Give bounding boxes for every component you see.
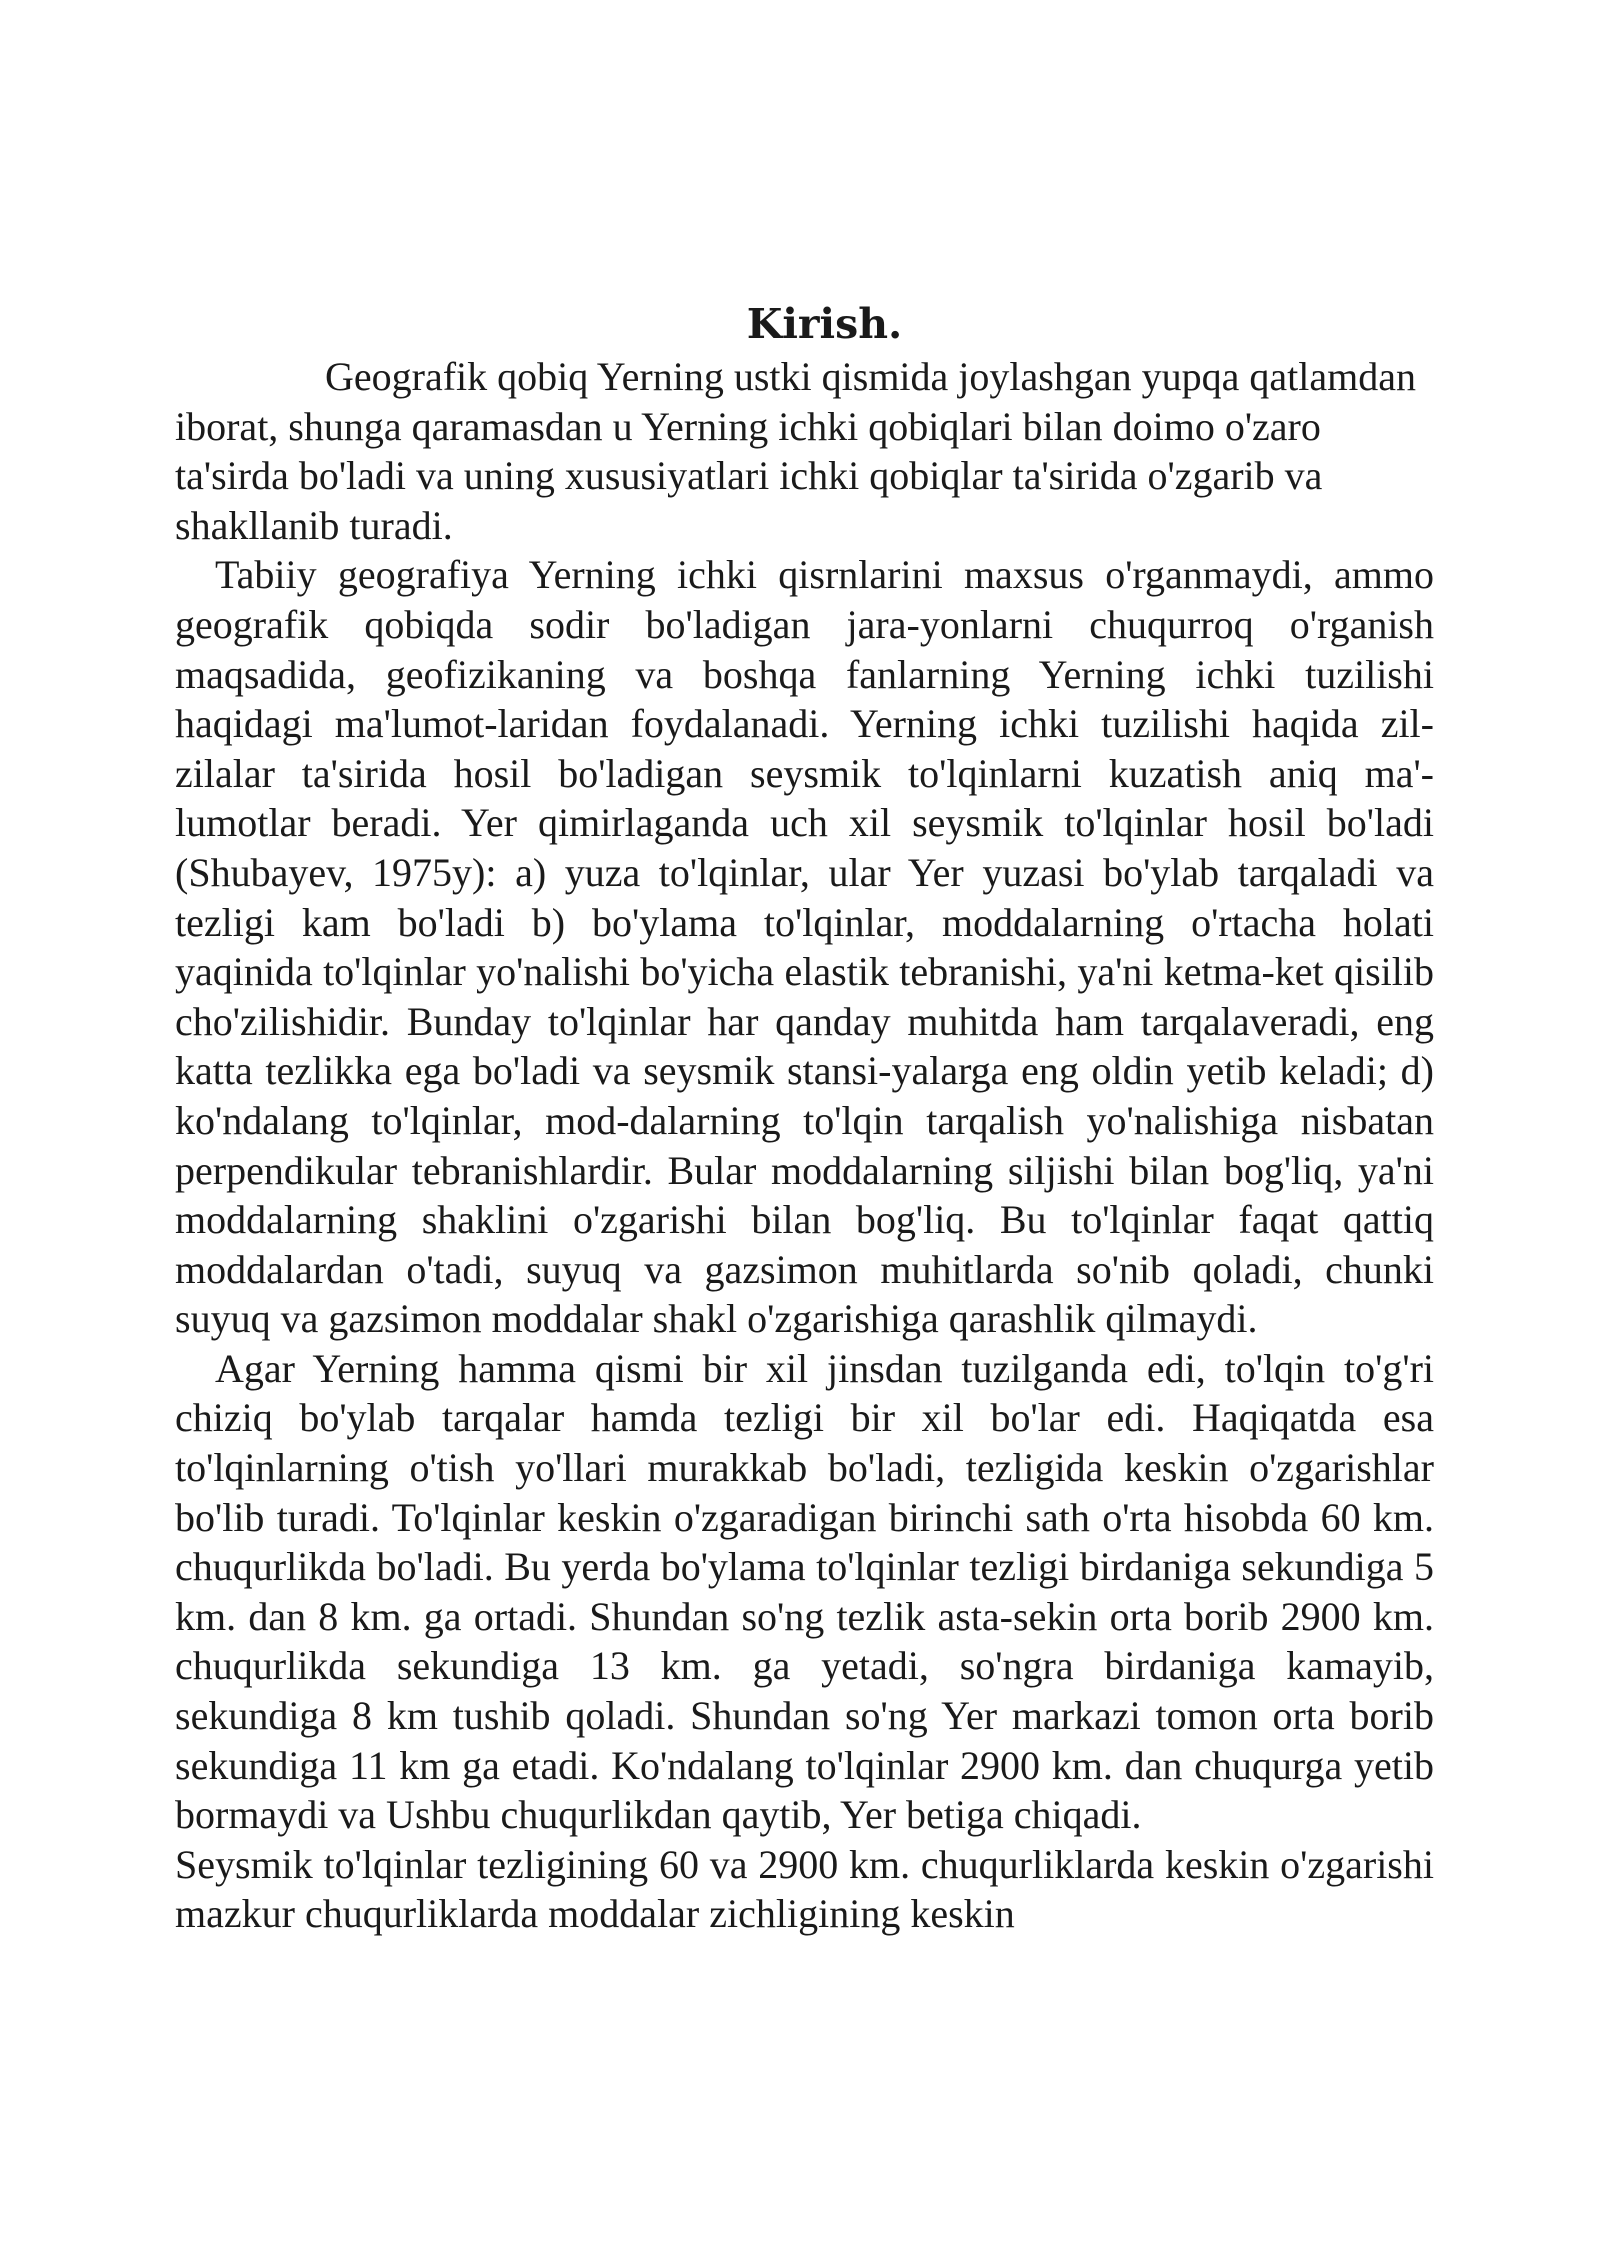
paragraph-4: Seysmik to'lqinlar tezligining 60 va 2900 km. chuqurliklarda keskin o'zgarishi mazkur chuqurliklarda moddalar zichligining keskin — [175, 1841, 1434, 1937]
page-title: Kirish. — [746, 300, 903, 348]
paragraph-2: Tabiiy geografiya Yerning ichki qisrnlarini maxsus o'rganmaydi, ammo geografik qobiqda sodir bo'ladigan jara-yonlarni chuqurroq o'rganish maqsadida, geofizikaning va boshqa fanlarning Yerning ichki tuzilishi haqidagi ma'lumot-laridan foydalanadi. Yerning ichki tuzilishi haqida zil-zilalar ta'sirida hosil bo'ladigan seysmik to'lqinlarni kuzatish aniq ma'-lumotlar beradi. Yer qimirlaganda uch xil seysmik to'lqinlar hosil bo'ladi (Shubayev, 1975y): a) yuza to'lqinlar, ular Yer yuzasi bo'ylab tarqaladi va tezligi kam bo'ladi b) bo'ylama to'lqinlar, moddalarning o'rtacha holati yaqinida to'lqinlar yo'nalishi bo'yicha elastik tebranishi, ya'ni ketma-ket qisilib cho'zilishidir. Bunday to'lqinlar har qanday muhitda ham tarqalaveradi, eng katta tezlikka ega bo'ladi va seysmik stansi-yalarga eng oldin yetib keladi; d) ko'ndalang to'lqinlar, mod-dalarning to'lqin tarqalish yo'nalishiga nisbatan perpendikular tebranishlardir. Bular moddalarning siljishi bilan bog'liq, ya'ni moddalarning shaklini o'zgarishi bilan bog'liq. Bu to'lqinlar faqat qattiq moddalardan o'tadi, suyuq va gazsimon muhitlarda so'nib qoladi, chunki suyuq va gazsimon moddalar shakl o'zgarishiga qarashlik qilmaydi. — [175, 552, 1434, 1342]
paragraph-3: Agar Yerning hamma qismi bir xil jinsdan tuzilganda edi, to'lqin to'g'ri chiziq bo'ylab tarqalar hamda tezligi bir xil bo'lar edi. Haqiqatda esa to'lqinlarning o'tish yo'llari murakkab bo'ladi, tezligida keskin o'zgarishlar bo'lib turadi. To'lqinlar keskin o'zgaradigan birinchi sath o'rta hisobda 60 km. chuqurlikda bo'ladi. Bu yerda bo'ylama to'lqinlar tezligi birdaniga sekundiga 5 km. dan 8 km. ga ortadi. Shundan so'ng tezlik asta-sekin orta borib 2900 km. chuqurlikda sekundiga 13 km. ga yetadi, so'ngra birdaniga kamayib, sekundiga 8 km tushib qoladi. Shundan so'ng Yer markazi tomon orta borib sekundiga 11 km ga etadi. Ko'ndalang to'lqinlar 2900 km. dan chuqurga yetib bormaydi va Ushbu chuqurlikdan qaytib, Yer betiga chiqadi. — [175, 1345, 1434, 1838]
document-body — [175, 296, 1434, 1939]
paragraph-1: Geografik qobiq Yerning ustki qismida joylashgan yupqa qatlamdan iborat, shunga qaramasdan u Yerning ichki qobiqlari bilan doimo o'zaro ta'sirda bo'ladi va uning xususiyatlari ichki qobiqlar ta'sirida o'zgarib va shakllanib turadi. — [175, 354, 1416, 548]
